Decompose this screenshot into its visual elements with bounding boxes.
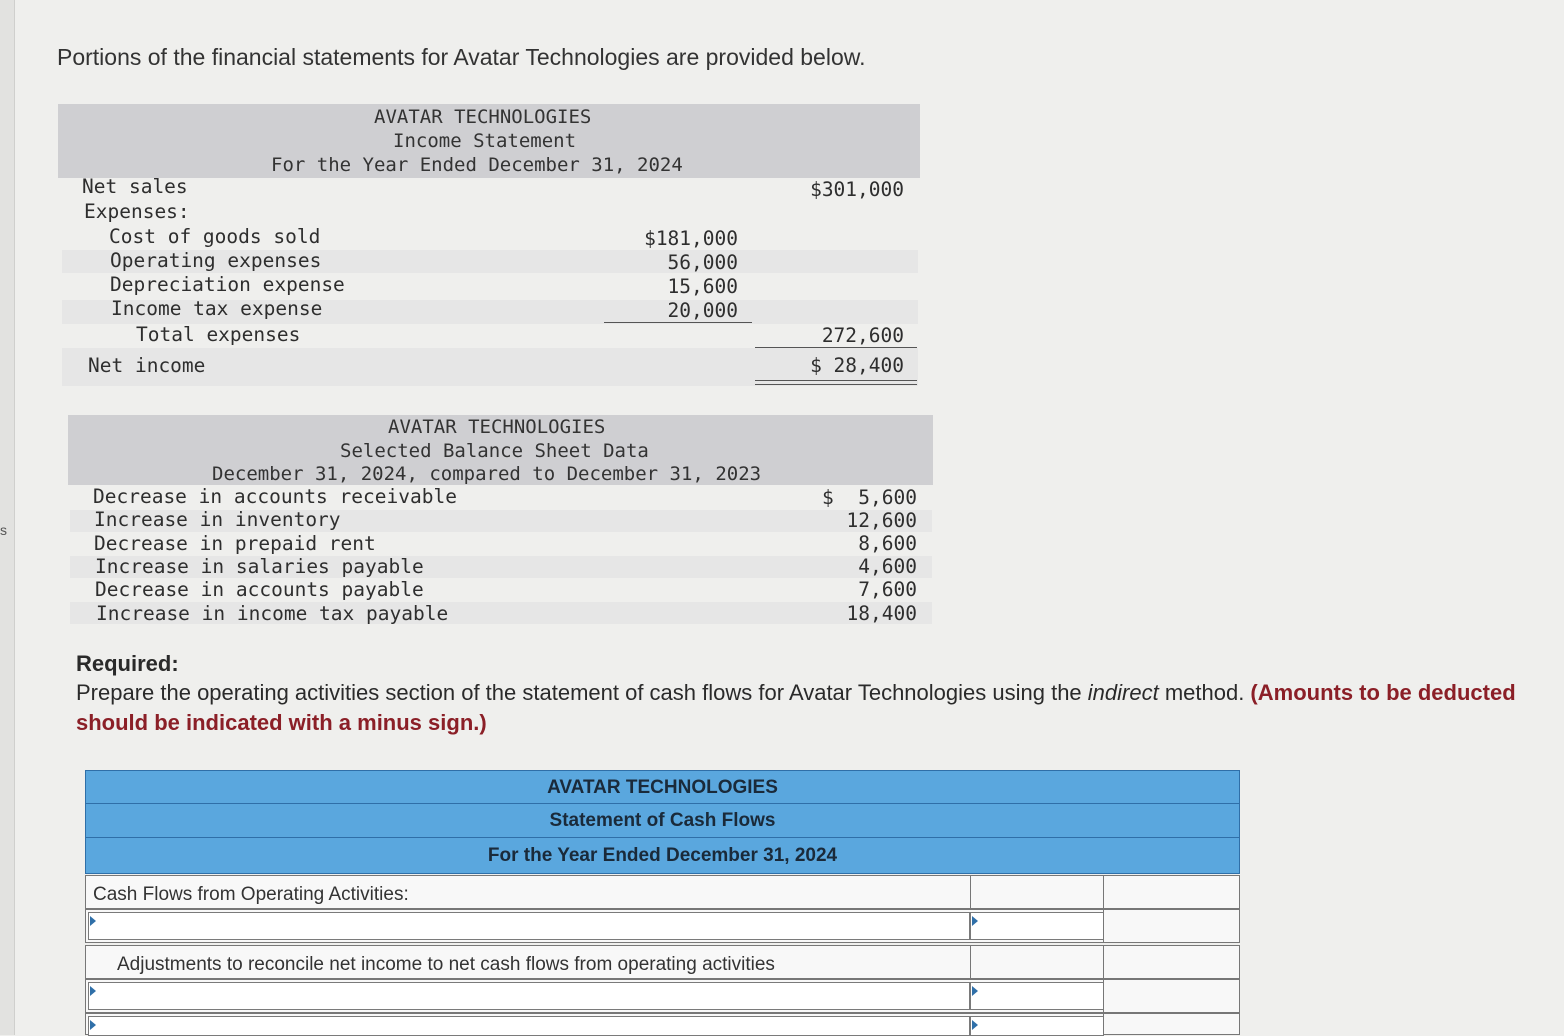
- intro-text: Portions of the financial statements for Avatar Technologies are provided below.: [57, 44, 866, 70]
- is-company: AVATAR TECHNOLOGIES: [374, 106, 592, 128]
- net-income-value: $ 28,400: [810, 354, 904, 377]
- total-expenses-value: 272,600: [821, 324, 904, 347]
- input-marker-icon: [972, 916, 978, 926]
- net-sales-value: $301,000: [810, 178, 904, 201]
- bs-item-label: Increase in salaries payable: [95, 555, 424, 578]
- cf-cell: [970, 876, 1104, 908]
- bs-item-label: Increase in inventory: [94, 508, 341, 531]
- bs-item-value: 5,600: [858, 486, 917, 509]
- cf-amount-input[interactable]: [970, 982, 1104, 1010]
- cf-cell: [1103, 946, 1239, 978]
- cf-amount-input[interactable]: [970, 1016, 1104, 1036]
- required-text-b: method.: [1158, 680, 1251, 705]
- cf-cell: [1103, 1014, 1239, 1034]
- cf-company: AVATAR TECHNOLOGIES: [85, 770, 1240, 804]
- cf-title: Statement of Cash Flows: [85, 804, 1240, 838]
- bs-item-value: 12,600: [846, 509, 917, 532]
- bs-item-value: 8,600: [858, 532, 917, 555]
- bs-item-value: 7,600: [858, 578, 917, 601]
- is-period: For the Year Ended December 31, 2024: [271, 154, 683, 176]
- required-instructions: [76, 678, 1536, 738]
- cf-input-row: [85, 1013, 1240, 1035]
- expense-label: Cost of goods sold: [109, 225, 321, 248]
- is-title: Income Statement: [393, 130, 577, 152]
- expense-value: 20,000: [667, 299, 738, 322]
- cf-period: For the Year Ended December 31, 2024: [85, 838, 1240, 874]
- required-red-note: (Amounts to be deducted should be indicated with a minus sign.): [76, 680, 1516, 735]
- bs-item-label: Decrease in accounts receivable: [93, 485, 457, 508]
- dropdown-arrow-icon: [90, 986, 96, 996]
- bs-period: December 31, 2024, compared to December 31, 2023: [212, 463, 762, 485]
- bs-title: Selected Balance Sheet Data: [340, 440, 649, 462]
- cash-flow-statement: [85, 770, 1240, 874]
- expense-value: $181,000: [644, 227, 738, 250]
- cf-adjustments-label: Adjustments to reconcile net income to net cash flows from operating activities: [117, 954, 775, 975]
- expense-label: Depreciation expense: [110, 273, 345, 296]
- expense-label: Income tax expense: [111, 297, 323, 320]
- cf-cell: [1103, 980, 1239, 1012]
- expense-value: 56,000: [667, 251, 738, 274]
- input-marker-icon: [972, 986, 978, 996]
- net-income-double-underline-2: [755, 384, 917, 385]
- cf-line-item-select[interactable]: [88, 912, 970, 940]
- required-text-a: Prepare the operating activities section of the statement of cash flows for Avatar Technologies using the: [76, 680, 1088, 705]
- dropdown-arrow-icon: [90, 1020, 96, 1030]
- dropdown-arrow-icon: [90, 916, 96, 926]
- cf-cell: [1103, 910, 1239, 942]
- bs-item-label: Increase in income tax payable: [96, 602, 449, 625]
- expenses-label: Expenses:: [84, 200, 190, 223]
- cf-line-item-select[interactable]: [88, 1016, 970, 1036]
- cf-cell: [1103, 876, 1239, 908]
- required-text-italic: indirect: [1087, 680, 1159, 705]
- bs-item-value: 4,600: [858, 555, 917, 578]
- total-underline: [755, 347, 917, 348]
- cf-adjustments-row: [85, 945, 1240, 979]
- expense-label: Operating expenses: [110, 249, 322, 272]
- net-income-label: Net income: [88, 354, 206, 377]
- required-label: Required:: [76, 651, 179, 676]
- cf-input-row: [85, 909, 1240, 943]
- cf-cell: [970, 946, 1104, 978]
- expenses-underline: [604, 322, 752, 323]
- bs-item-label: Decrease in prepaid rent: [94, 532, 376, 555]
- expense-value: 15,600: [667, 275, 738, 298]
- cf-amount-input[interactable]: [970, 912, 1104, 940]
- bs-dollar-sign: $: [822, 486, 834, 509]
- side-letter: s: [0, 522, 7, 538]
- bs-company: AVATAR TECHNOLOGIES: [388, 416, 606, 438]
- left-panel-edge: [0, 0, 15, 1035]
- cf-line-item-select[interactable]: [88, 982, 970, 1010]
- cf-operating-row: [85, 875, 1240, 909]
- cf-operating-label: Cash Flows from Operating Activities:: [93, 884, 409, 905]
- net-income-double-underline-1: [755, 380, 917, 381]
- cf-input-row: [85, 979, 1240, 1013]
- bs-item-value: 18,400: [846, 602, 917, 625]
- total-expenses-label: Total expenses: [136, 323, 301, 346]
- input-marker-icon: [972, 1020, 978, 1030]
- net-sales-label: Net sales: [82, 175, 188, 198]
- bs-item-label: Decrease in accounts payable: [95, 578, 424, 601]
